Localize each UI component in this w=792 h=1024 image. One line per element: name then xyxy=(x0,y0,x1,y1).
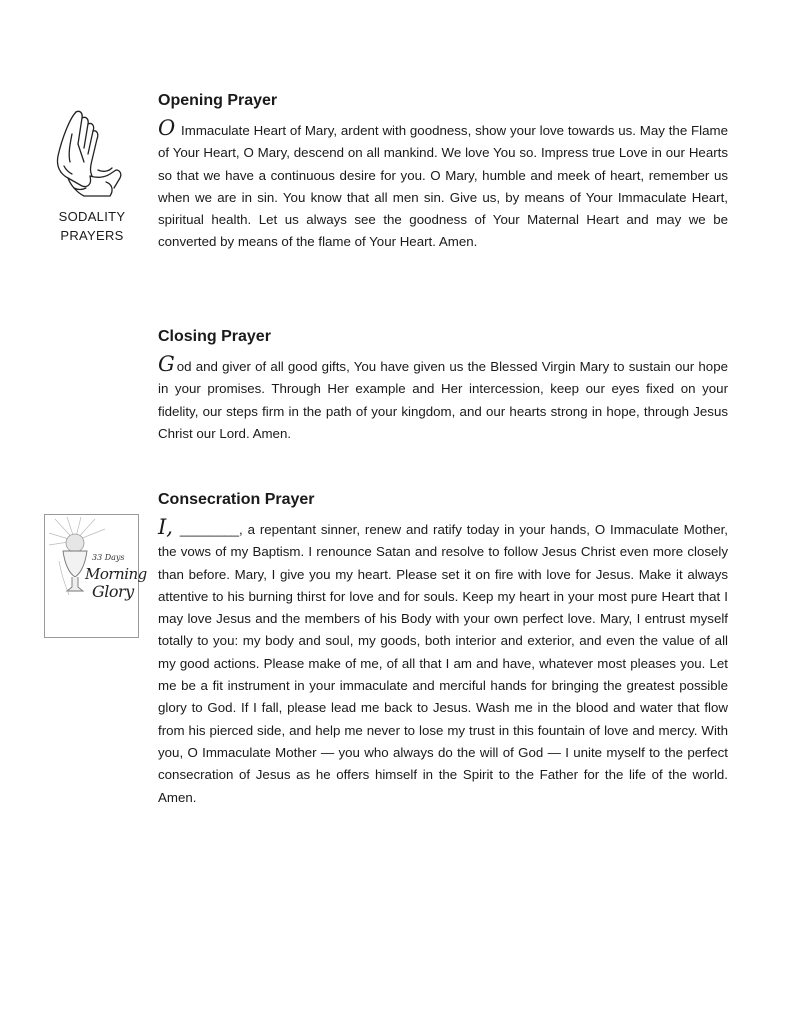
book-cover-days: 33 Days xyxy=(92,553,125,562)
sidebar-caption-line1: SODALITY xyxy=(58,209,126,224)
consecration-prayer-section xyxy=(158,491,728,809)
opening-prayer-text xyxy=(158,116,728,254)
praying-hands-icon xyxy=(48,104,130,200)
sidebar-caption xyxy=(44,207,140,245)
consecration-prayer-title: Consecration Prayer xyxy=(158,491,315,508)
closing-prayer-dropcap: G xyxy=(158,352,175,376)
book-cover-glory: Glory xyxy=(92,582,134,601)
opening-prayer-body: Immaculate Heart of Mary, ardent with goodness, show your love towards us. May the Flame of Your Heart, O Mary, descend on all mankind. We love You so. Impress true Love in our Hearts so that we have a continuous desire for you. O Mary, humble and meek of heart, remember us when we are in sin. You know that all men sin. Give us, by means of Your Immaculate Heart, spiritual health. Let us always see the goodness of Your Maternal Heart and may we be converted by means of the flame of Your Heart. Amen. xyxy=(158,123,728,250)
closing-prayer-section xyxy=(158,328,728,445)
consecration-prayer-text xyxy=(158,515,728,809)
opening-prayer-title: Opening Prayer xyxy=(158,92,278,109)
opening-prayer-section xyxy=(158,92,728,254)
book-cover-morning: Morning xyxy=(85,565,147,583)
closing-prayer-title: Closing Prayer xyxy=(158,328,271,345)
book-cover-image xyxy=(44,514,147,638)
consecration-prayer-body: ________, a repentant sinner, renew and ratify today in your hands, O Immaculate Mother, the vows of my Baptism. I renounce Satan and resolve to follow Jesus Christ even more closely than before. Mary, I give you my heart. Please set it on fire with love for Jesus. Make it always attentive to his burning thirst for love and for souls. Keep my heart in your most pure Heart that I may love Jesus and the members of his Body with your own perfect love. Mary, I entrust myself totally to you: my body and soul, my goods, both interior and exterior, and even the value of all my good actions. Please make of me, of all that I am and have, whatever most pleases you. Let me be a fit instrument in your immaculate and merciful hands for bringing the greatest possible glory to God. If I fall, please lead me back to Jesus. Wash me in the blood and water that flow from his pierced side, and help me never to lose my trust in this fountain of love and mercy. With you, O Immaculate Mother — you who always do the will of God — I unite myself to the perfect consecration of Jesus as he offers himself in the Spirit to the Father for the life of the world. Amen. xyxy=(158,522,728,805)
opening-prayer-dropcap: O xyxy=(158,116,176,140)
closing-prayer-text xyxy=(158,352,728,445)
closing-prayer-body: od and giver of all good gifts, You have given us the Blessed Virgin Mary to sustain our hope in your promises. Through Her example and Her intercession, keep our eyes fixed on your fidelity, our steps firm in the path of your kingdom, and our hearts strong in hope, through Jesus Christ our Lord. Amen. xyxy=(158,359,728,441)
sidebar-caption-line2: PRAYERS xyxy=(60,228,124,243)
consecration-prayer-dropcap: I, xyxy=(158,515,173,539)
